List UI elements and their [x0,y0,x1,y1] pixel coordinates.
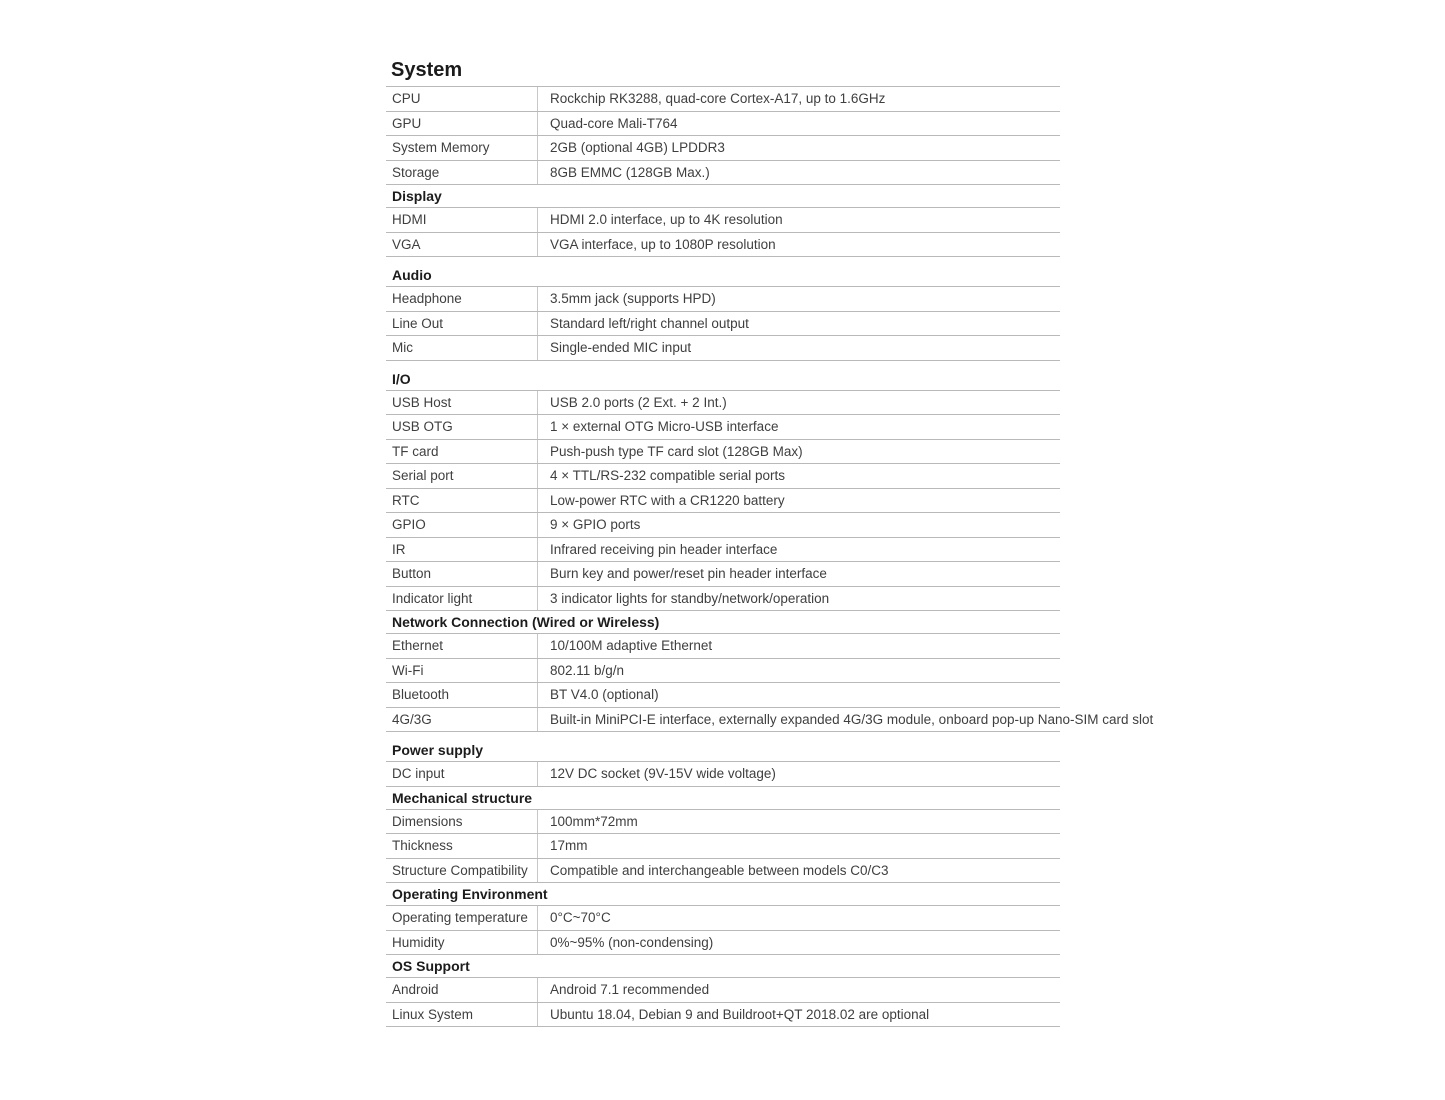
spec-value: VGA interface, up to 1080P resolution [550,236,776,252]
spec-row [386,810,1060,835]
section-io [386,368,1060,612]
spec-label: DC input [386,762,538,786]
spec-row [386,538,1060,563]
spec-value: 100mm*72mm [550,813,638,829]
spec-label: HDMI [386,208,538,232]
spec-label: GPIO [386,513,538,537]
section-mechanical-structure [386,787,1060,884]
spec-label: Wi-Fi [386,659,538,683]
spec-label: CPU [386,87,538,111]
spec-sheet [386,59,1154,1027]
spec-row [386,287,1060,312]
section-system-specs [386,87,1060,185]
spec-label: Headphone [386,287,538,311]
spec-row [386,415,1060,440]
spec-label: Android [386,978,538,1002]
spec-label: Structure Compatibility [386,859,538,883]
spec-row [386,587,1060,612]
spec-value: HDMI 2.0 interface, up to 4K resolution [550,212,783,228]
spec-label: IR [386,538,538,562]
spec-value: 4 × TTL/RS-232 compatible serial ports [550,468,785,484]
section-os-support [386,955,1060,1027]
spec-value: 17mm [550,838,588,854]
spec-label: 4G/3G [386,708,538,732]
spec-label: System Memory [386,136,538,160]
spec-table [386,86,1154,1027]
spec-label: Linux System [386,1003,538,1027]
spec-value: BT V4.0 (optional) [550,687,659,703]
spec-label: RTC [386,489,538,513]
spec-row [386,336,1060,361]
spec-row [386,312,1060,337]
spec-row [386,659,1060,684]
section-power-supply [386,739,1060,787]
spec-value: Ubuntu 18.04, Debian 9 and Buildroot+QT 2018.02 are optional [550,1006,930,1022]
spec-label: Ethernet [386,634,538,658]
spec-value: 802.11 b/g/n [550,662,625,678]
spec-row [386,859,1060,884]
spec-value: Push-push type TF card slot (128GB Max) [550,443,803,459]
spec-label: Line Out [386,312,538,336]
spec-value: 0%~95% (non-condensing) [550,934,714,950]
spec-row [386,391,1060,416]
spec-value: 3 indicator lights for standby/network/operation [550,590,830,606]
section-header-io: I/O [386,368,1060,391]
section-header-os-support: OS Support [386,955,1060,978]
spec-value: Low-power RTC with a CR1220 battery [550,492,785,508]
spec-label: Humidity [386,931,538,955]
spec-label: Bluetooth [386,683,538,707]
spec-value: 2GB (optional 4GB) LPDDR3 [550,140,725,156]
spec-label: Dimensions [386,810,538,834]
section-network-connection [386,611,1154,732]
spec-row [386,464,1060,489]
spec-label: Mic [386,336,538,360]
spec-row [386,834,1060,859]
spec-value: USB 2.0 ports (2 Ext. + 2 Int.) [550,394,727,410]
spec-label: USB OTG [386,415,538,439]
spec-label: Indicator light [386,587,538,611]
spec-label: GPU [386,112,538,136]
spec-label: Thickness [386,834,538,858]
spec-row [386,708,1154,733]
page-title: System [391,59,463,81]
spec-row [386,440,1060,465]
section-header-operating-environment: Operating Environment [386,883,1060,906]
spec-value: Rockchip RK3288, quad-core Cortex-A17, up to 1.6GHz [550,91,886,107]
section-audio [386,264,1060,361]
spec-value: Compatible and interchangeable between models C0/C3 [550,862,889,878]
spec-value: 0°C~70°C [550,910,611,926]
spec-label: VGA [386,233,538,257]
spec-value: Quad-core Mali-T764 [550,115,678,131]
spec-value: Single-ended MIC input [550,340,692,356]
section-header-power-supply: Power supply [386,739,1060,762]
section-operating-environment [386,883,1060,955]
spec-label: Serial port [386,464,538,488]
spec-label: Operating temperature [386,906,538,930]
spec-row [386,208,1060,233]
spec-label: TF card [386,440,538,464]
spec-row [386,161,1060,186]
spec-row [386,513,1060,538]
spec-row [386,112,1060,137]
section-header-audio: Audio [386,264,1060,287]
spec-row [386,1003,1060,1028]
spec-value: 8GB EMMC (128GB Max.) [550,164,710,180]
spec-value: 9 × GPIO ports [550,517,641,533]
spec-row [386,906,1060,931]
spec-row [386,136,1060,161]
spec-row [386,233,1060,258]
spec-row [386,683,1060,708]
spec-value: Burn key and power/reset pin header interface [550,566,827,582]
section-header-mechanical-structure: Mechanical structure [386,787,1060,810]
spec-label: Button [386,562,538,586]
spec-value: 10/100M adaptive Ethernet [550,638,713,654]
spec-value: Infrared receiving pin header interface [550,541,778,557]
spec-row [386,634,1060,659]
spec-row [386,87,1060,112]
spec-row [386,762,1060,787]
spec-row [386,978,1060,1003]
spec-row [386,931,1060,956]
spec-value: Standard left/right channel output [550,315,749,331]
section-header-network-connection: Network Connection (Wired or Wireless) [386,611,1060,634]
spec-row [386,489,1060,514]
spec-value: Android 7.1 recommended [550,982,710,998]
spec-value: 12V DC socket (9V-15V wide voltage) [550,766,776,782]
section-header-display: Display [386,185,1060,208]
spec-value: Built-in MiniPCI-E interface, externally expanded 4G/3G module, onboard pop-up Nano-SIM card slot [550,711,1154,727]
spec-value: 1 × external OTG Micro-USB interface [550,419,779,435]
spec-value: 3.5mm jack (supports HPD) [550,291,716,307]
section-display [386,185,1060,257]
spec-label: USB Host [386,391,538,415]
spec-label: Storage [386,161,538,185]
spec-row [386,562,1060,587]
